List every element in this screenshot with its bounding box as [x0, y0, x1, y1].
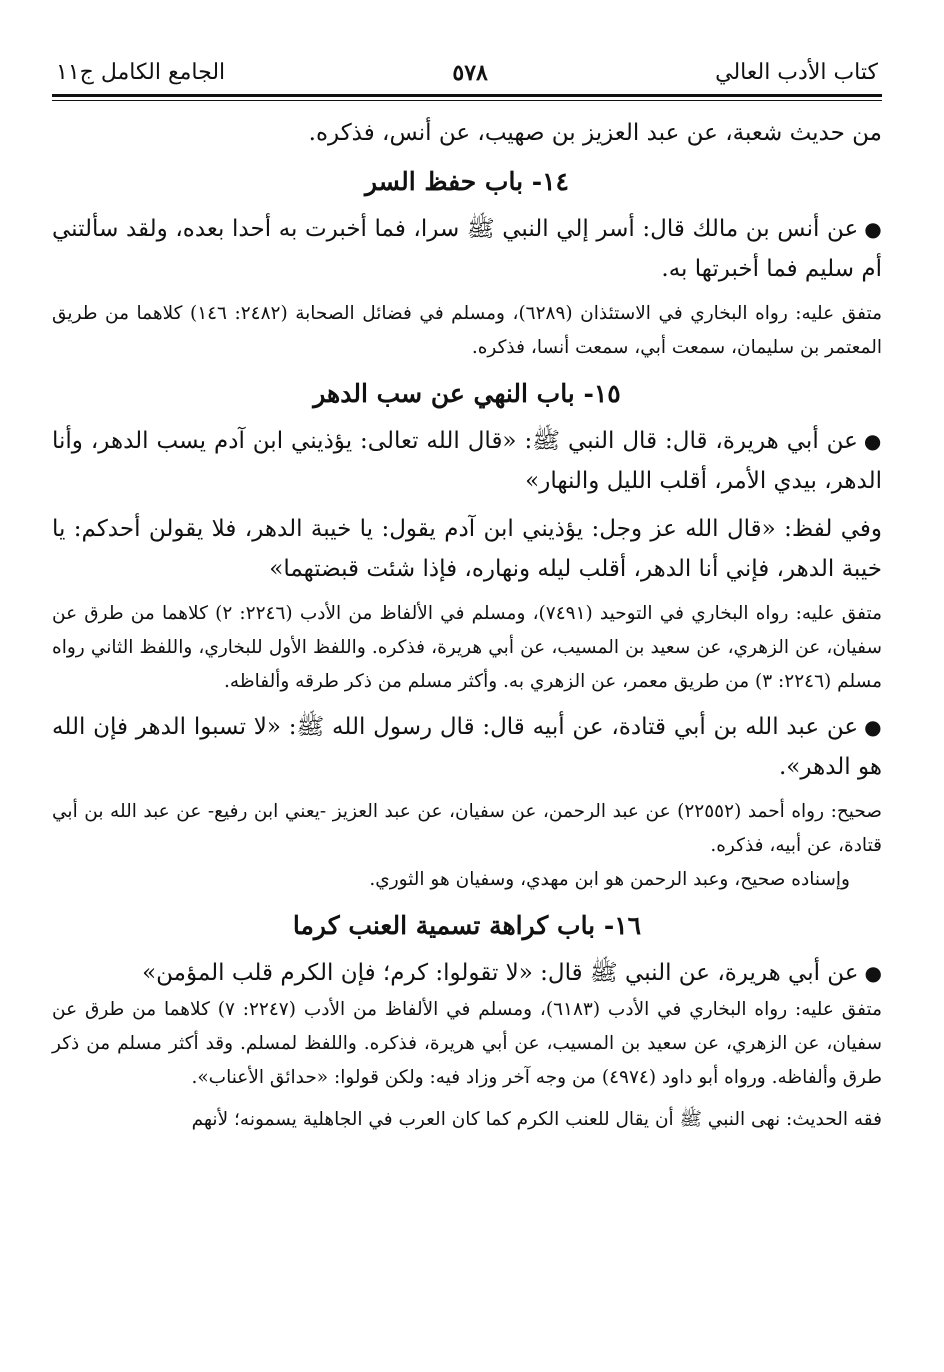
header-rule-thin	[52, 100, 882, 101]
hadith-body: عن أبي هريرة، عن النبي ﷺ قال: «لا تقولوا: كرم؛ فإن الكرم قلب المؤمن»	[142, 960, 859, 986]
bullet-icon: ●	[864, 715, 883, 739]
bullet-icon: ●	[864, 961, 882, 985]
hadith-text	[52, 953, 882, 993]
continuation-text: من حديث شعبة، عن عبد العزيز بن صهيب، عن أنس، فذكره.	[308, 120, 882, 146]
takhrij-note: متفق عليه: رواه البخاري في التوحيد (٧٤٩١)، ومسلم في الألفاظ من الأدب (٢٢٤٦: ٢) كلاهما من طرق عن سفيان، عن الزهري، عن سعيد بن المسيب، عن أبي هريرة، فذكره. واللفظ الأول للبخاري، واللفظ الثاني رواه مسلم (٢٢٤٦: ٣) من طريق معمر، عن الزهري به. وأكثر مسلم من ذكر طرقه وألفاظه.	[52, 603, 882, 692]
bullet-icon: ●	[864, 217, 882, 241]
bullet-icon: ●	[863, 429, 882, 453]
isnad-note: وإسناده صحيح، وعبد الرحمن هو ابن مهدي، وسفيان هو الثوري.	[369, 869, 850, 890]
chapter-heading-15: ١٥- باب النهي عن سب الدهر	[313, 379, 621, 408]
running-header	[52, 58, 882, 94]
takhrij-note: متفق عليه: رواه البخاري في الاستئذان (٦٢٨٩)، ومسلم في فضائل الصحابة (٢٤٨٢: ١٤٦) كلاهما من طريق المعتمر بن سليمان، سمعت أبي، سمعت أنسا، فذكره.	[52, 303, 882, 358]
takhrij-note: متفق عليه: رواه البخاري في الأدب (٦١٨٣)، ومسلم في الألفاظ من الأدب (٢٢٤٧: ٧) كلاهما من طرق عن سفيان، عن الزهري، عن سعيد بن المسيب، عن أبي هريرة، فذكره. واللفظ لمسلم. وقد أكثر مسلم من ذكر طرق وألفاظه. ورواه أبو داود (٤٩٧٤) من وجه آخر وزاد فيه: ولكن قولوا: «حدائق الأعناب».	[52, 999, 883, 1088]
alternate-wording: وفي لفظ: «قال الله عز وجل: يؤذيني ابن آدم يقول: يا خيبة الدهر، فلا يقولن أحدكم: يا خيبة الدهر، فإني أنا الدهر، أقلب ليله ونهاره، فإذا شئت قبضتهما»	[52, 516, 882, 582]
book-title: كتاب الأدب العالي	[715, 60, 878, 85]
chapter-heading-14: ١٤- باب حفظ السر	[365, 167, 569, 196]
takhrij-note: صحيح: رواه أحمد (٢٢٥٥٢) عن عبد الرحمن، عن سفيان، عن عبد العزيز -يعني ابن رفيع- عن عبد الله بن أبي قتادة، عن أبيه، فذكره.	[52, 801, 882, 856]
hadith-text	[52, 707, 882, 787]
header-rule-thick	[52, 94, 882, 97]
hadith-body: عن أنس بن مالك قال: أسر إلي النبي ﷺ سرا، فما أخبرت به أحدا بعده، ولقد سألتني أم سليم فما أخبرتها به.	[52, 216, 882, 282]
chapter-heading-16: ١٦- باب كراهة تسمية العنب كرما	[292, 911, 642, 940]
collection-volume: الجامع الكامل ج١١	[56, 60, 226, 85]
hadith-body: عن أبي هريرة، قال: قال النبي ﷺ: «قال الله تعالى: يؤذيني ابن آدم يسب الدهر، وأنا الدهر، بيدي الأمر، أقلب الليل والنهار»	[52, 428, 882, 494]
fiqh-note: فقه الحديث: نهى النبي ﷺ أن يقال للعنب الكرم كما كان العرب في الجاهلية يسمونه؛ لأنهم	[191, 1109, 882, 1130]
page-number: ٥٧٨	[452, 60, 488, 86]
hadith-text	[52, 209, 882, 289]
hadith-body: عن عبد الله بن أبي قتادة، عن أبيه قال: قال رسول الله ﷺ: «لا تسبوا الدهر فإن الله هو الدهر».	[52, 714, 882, 780]
hadith-text	[52, 421, 882, 501]
